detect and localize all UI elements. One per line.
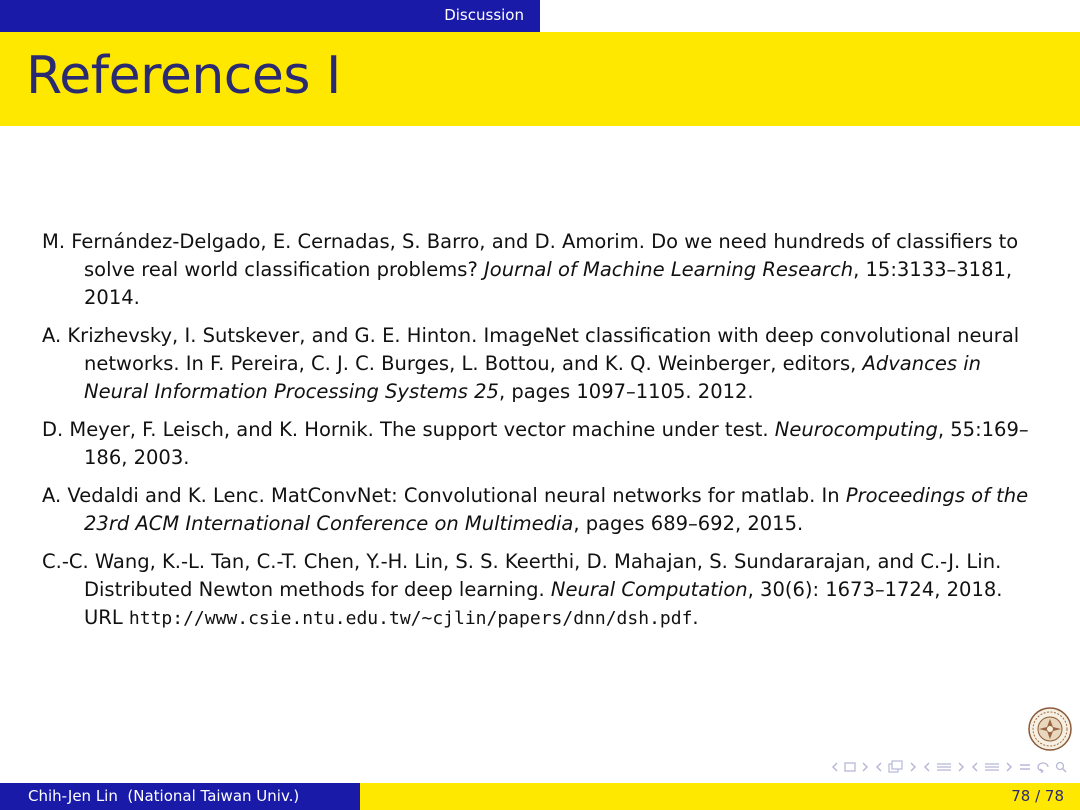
nav-document-prev-icon[interactable] xyxy=(970,761,980,773)
nav-back-icon[interactable] xyxy=(1036,761,1050,773)
footer-author: Chih-Jen Lin (National Taiwan Univ.) xyxy=(0,783,360,810)
bib-entry-details: , pages 1097–1105. 2012. xyxy=(498,380,754,403)
nav-subsection-icon[interactable] xyxy=(888,760,904,774)
bib-entry-tail: . xyxy=(692,606,699,629)
bib-entry xyxy=(42,228,1042,312)
top-navigation-bar xyxy=(0,0,1080,32)
bib-entry-venue: Neurocomputing xyxy=(774,418,938,441)
bib-entry-text: M. Fernández-Delgado, E. Cernadas, S. Barro, and D. Amorim. Do we need hundreds of classifiers to solve real world classification problems? xyxy=(42,230,1019,281)
bib-entry-text: C.-C. Wang, K.-L. Tan, C.-T. Chen, Y.-H. Lin, S. S. Keerthi, D. Mahajan, S. Sundararajan, and C.-J. Lin. Distributed Newton methods for deep learning. xyxy=(42,550,1002,601)
bib-entry-text: D. Meyer, F. Leisch, and K. Hornik. The support vector machine under test. xyxy=(42,418,775,441)
nav-frame-prev-icon[interactable] xyxy=(830,761,840,773)
bib-entry xyxy=(42,416,1042,472)
bib-entry xyxy=(42,482,1042,538)
bib-entry-text: A. Vedaldi and K. Lenc. MatConvNet: Convolutional neural networks for matlab. In xyxy=(42,484,846,507)
nav-section-icon[interactable] xyxy=(936,761,952,773)
bib-entry-text: A. Krizhevsky, I. Sutskever, and G. E. Hinton. ImageNet classification with deep convolutional neural networks. In F. Pereira, C. J. C. Burges, L. Bottou, and K. Q. Weinberger, editors, xyxy=(42,324,1020,375)
nav-subsection-next-icon[interactable] xyxy=(908,761,918,773)
bib-entry-venue: Neural Computation xyxy=(550,578,748,601)
nav-section-next-icon[interactable] xyxy=(956,761,966,773)
footer xyxy=(0,783,1080,810)
nav-document-icon[interactable] xyxy=(984,761,1000,773)
bib-entry-details: , 55:169–186, 2003. xyxy=(84,418,1029,469)
nav-subsection-prev-icon[interactable] xyxy=(874,761,884,773)
beamer-navigation-symbols xyxy=(830,758,1068,776)
nav-document-next-icon[interactable] xyxy=(1004,761,1014,773)
bib-entry-venue: Proceedings of the 23rd ACM International Conference on Multimedia xyxy=(84,484,1029,535)
subsection-nav-area xyxy=(540,0,1080,32)
bib-entry-details: , pages 689–692, 2015. xyxy=(573,512,804,535)
footer-page-number: 78 / 78 xyxy=(360,783,1080,810)
bib-entry xyxy=(42,548,1042,633)
section-nav-link[interactable]: Discussion xyxy=(0,0,540,32)
nav-search-icon[interactable] xyxy=(1054,761,1068,773)
university-seal-icon xyxy=(1028,707,1072,751)
bib-entry-details: , 15:3133–3181, 2014. xyxy=(84,258,1013,309)
nav-align-icon[interactable] xyxy=(1018,761,1032,773)
nav-frame-next-icon[interactable] xyxy=(860,761,870,773)
nav-frame-icon[interactable] xyxy=(844,761,856,773)
bib-entry-venue: Journal of Machine Learning Research xyxy=(484,258,854,281)
bib-entry xyxy=(42,322,1042,406)
bib-entry-url-link[interactable]: http://www.csie.ntu.edu.tw/~cjlin/papers/dnn/dsh.pdf xyxy=(128,608,693,629)
bib-entry-details: , 30(6): 1673–1724, 2018. URL xyxy=(84,578,1003,629)
nav-section-prev-icon[interactable] xyxy=(922,761,932,773)
bib-entry-venue: Advances in Neural Information Processing Systems 25 xyxy=(84,352,981,403)
bibliography-list xyxy=(42,228,1042,643)
frame-title: References I xyxy=(26,46,341,106)
